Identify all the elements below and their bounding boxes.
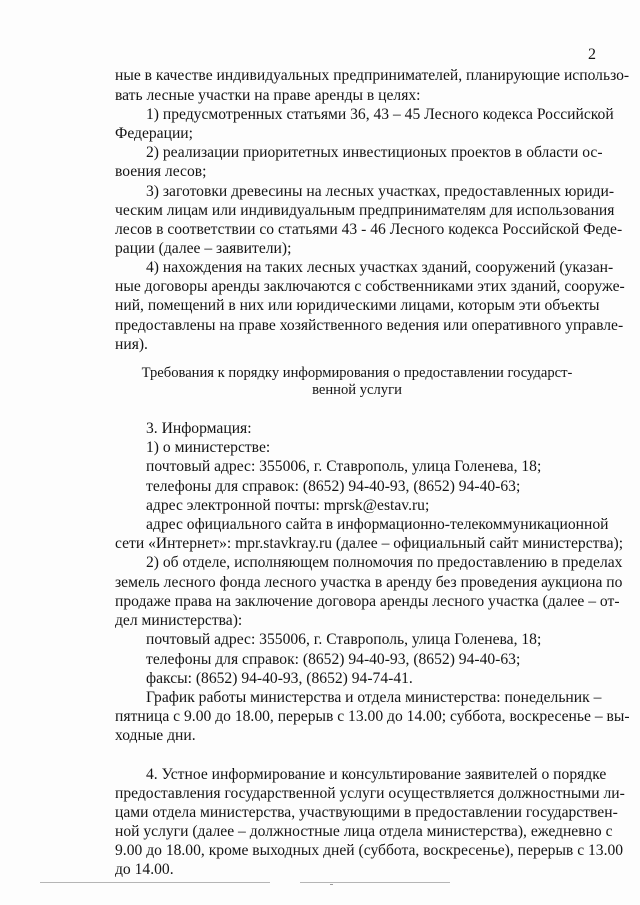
ministry-email: адрес электронной почты: mprsk@estav.ru; xyxy=(146,497,430,514)
department-line-2: земель лесного фонда лесного участка в аренду без проведения аукциона по xyxy=(115,574,623,591)
consulting-line-4: ной услуги (далее – должностные лица отдела министерства), ежедневно с xyxy=(115,823,613,840)
department-line-1: 2) об отделе, исполняющем полномочия по предоставлению в пределах xyxy=(146,554,623,571)
scan-speck xyxy=(330,884,333,885)
scan-edge-line-right xyxy=(300,882,450,883)
list-item-4-line-4: предоставлены на праве хозяйственного ведения или оперативного управле- xyxy=(115,317,624,334)
list-item-2-line-1: 2) реализации приоритетных инвестиционых проектов в области ос- xyxy=(146,144,603,161)
ministry-website-line-2: сети «Интернет»: mpr.stavkray.ru (далее – официальный сайт министерства); xyxy=(115,535,624,552)
paragraph-intro-line-2: вать лесные участки на праве аренды в целях: xyxy=(115,87,421,104)
department-phones: телефоны для справок: (8652) 94-40-93, (8652) 94-40-63; xyxy=(146,651,521,668)
consulting-line-1: 4. Устное информирование и консультирование заявителей о порядке xyxy=(146,766,607,783)
list-item-4-line-2: ные договоры аренды заключаются с собственниками этих зданий, сооруже- xyxy=(115,278,625,295)
info-ministry-heading: 1) о министерстве: xyxy=(146,439,271,456)
work-schedule-line-2: пятница с 9.00 до 18.00, перерыв с 13.00 до 14.00; суббота, воскресенье – вы- xyxy=(115,708,630,725)
consulting-line-5: 9.00 до 18.00, кроме выходных дней (суббота, воскресенье), перерыв с 13.00 xyxy=(115,842,624,859)
work-schedule-line-1: График работы министерства и отдела министерства: понедельник – xyxy=(146,689,602,706)
department-line-4: дел министерства): xyxy=(115,612,243,629)
list-item-3-line-4: рации (далее – заявители); xyxy=(115,240,292,257)
list-item-4-line-5: ния). xyxy=(115,336,148,353)
department-postal-address: почтовый адрес: 355006, г. Ставрополь, улица Голенева, 18; xyxy=(146,631,542,648)
list-item-4-line-3: ний, помещений в них или юридическими лицами, которым эти объекты xyxy=(115,297,600,314)
list-item-2-line-2: воения лесов; xyxy=(115,163,207,180)
scan-edge-line-left xyxy=(40,882,270,883)
consulting-line-3: цами отдела министерства, участвующими в предоставлении государствен- xyxy=(115,804,618,821)
info-heading: 3. Информация: xyxy=(146,420,252,437)
list-item-1-line-2: Федерации; xyxy=(115,125,193,142)
department-faxes: факсы: (8652) 94-40-93, (8652) 94-74-41. xyxy=(146,670,413,687)
list-item-3-line-1: 3) заготовки древесины на лесных участках, предоставленных юриди- xyxy=(146,183,615,200)
ministry-phones: телефоны для справок: (8652) 94-40-93, (8652) 94-40-63; xyxy=(146,478,521,495)
list-item-4-line-1: 4) нахождения на таких лесных участках зданий, сооружений (указан- xyxy=(146,259,614,276)
department-line-3: продаже права на заключение договора аренды лесного участка (далее – от- xyxy=(115,593,620,610)
ministry-website-line-1: адрес официального сайта в информационно-телекоммуникационной xyxy=(146,516,609,533)
consulting-line-6: до 14.00. xyxy=(115,861,174,878)
section-heading-line-1: Требования к порядку информирования о предоставлении государст- xyxy=(141,365,573,381)
ministry-postal-address: почтовый адрес: 355006, г. Ставрополь, улица Голенева, 18; xyxy=(146,458,542,475)
list-item-3-line-3: лесов в соответствии со статьями 43 - 46 Лесного кодекса Российской Феде- xyxy=(115,221,623,238)
paragraph-intro-line-1: ные в качестве индивидуальных предпринимателей, планирующие использо- xyxy=(115,67,630,84)
section-heading-line-2: венной услуги xyxy=(312,382,402,398)
page-number: 2 xyxy=(588,46,596,63)
work-schedule-line-3: ходные дни. xyxy=(115,727,196,744)
consulting-line-2: предоставления государственной услуги осуществляется должностными ли- xyxy=(115,785,625,802)
list-item-3-line-2: ческим лицам или индивидуальным предпринимателям для использования xyxy=(115,202,615,219)
list-item-1-line-1: 1) предусмотренных статьями 36, 43 – 45 Лесного кодекса Российской xyxy=(146,106,614,123)
